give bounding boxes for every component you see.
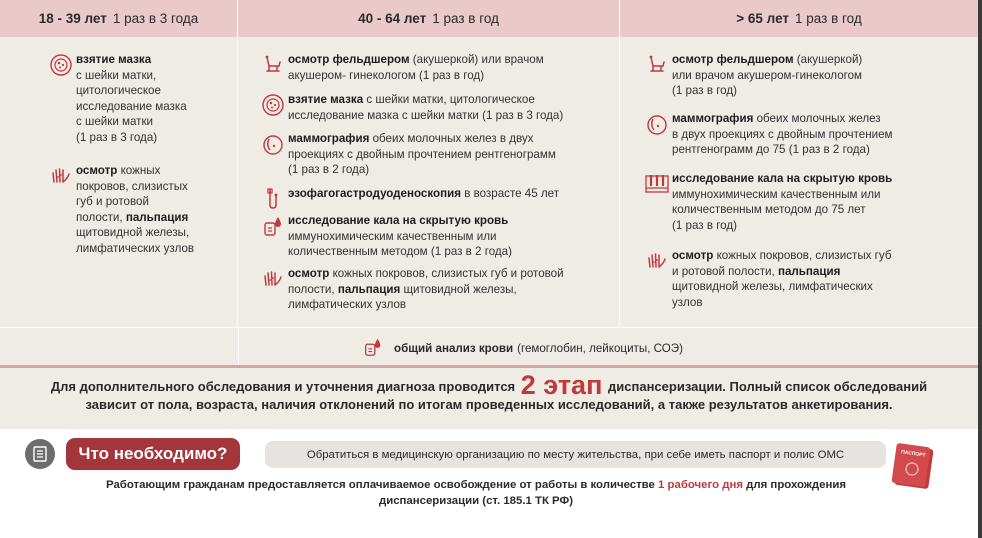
document-icon [25, 439, 55, 469]
frequency-label: 1 раз в год [432, 11, 499, 26]
item-text: кожных [117, 164, 161, 177]
work-highlight: 1 рабочего дня [658, 479, 743, 491]
age-header-row [0, 0, 978, 37]
item-text: (1 раз в 2 года) [288, 163, 370, 177]
item-title: взятие мазка [288, 93, 364, 106]
item-text: с шейки матки [76, 115, 154, 129]
header-age-18-39 [0, 0, 238, 37]
work-text: Работающим гражданам предоставляется оплачиваемое освобождение от работы в количестве [106, 479, 655, 491]
item-text: рентгенограмм до 75 (1 раз в 2 года) [672, 143, 870, 157]
item-title: взятие мазка [76, 53, 152, 66]
item-text: в возрасте 45 лет [460, 187, 560, 200]
requirements-section [0, 429, 978, 538]
hand-icon [258, 266, 288, 313]
item-text: с шейки матки, [76, 68, 157, 82]
column-18-39 [0, 37, 238, 327]
item-title: исследование кала на скрытую кровь [288, 214, 509, 227]
item-mammography [642, 111, 972, 158]
item-text: исследование мазка [76, 99, 187, 113]
item-text: кожных покровов, слизистых губ и ротовой [329, 267, 564, 280]
work-text: для прохождения [746, 479, 846, 491]
what-needed-badge: Что необходимо? [66, 438, 240, 470]
item-title: пальпация [125, 210, 189, 224]
hand-icon [46, 163, 76, 257]
item-text: губ и ротовой [76, 195, 149, 209]
blood-test-item [362, 336, 683, 361]
item-text: обеих молочных желез [753, 112, 881, 125]
item-text: иммунохимическим качественным или [288, 229, 497, 243]
item-skin-exam [46, 163, 236, 257]
item-text: узлов [672, 295, 703, 309]
item-text: проекциях с двойным прочтением рентгенограмм [288, 147, 556, 161]
column-40-64 [238, 37, 620, 327]
item-text: лимфатических узлов [76, 241, 195, 255]
item-text: иммунохимическим качественным или [672, 187, 881, 201]
item-text: исследование мазка с шейки матки (1 раз в 3 года) [288, 108, 564, 122]
item-text: и ротовой полости, [672, 264, 778, 278]
exam-chair-icon [258, 52, 288, 83]
stage2-text: Для дополнительного обследования и уточнения диагноза проводится [50, 379, 516, 394]
item-title: общий анализ крови [394, 342, 514, 355]
test-tubes-icon [642, 171, 672, 233]
item-text: (1 раз в 3 года) [76, 130, 158, 144]
item-stool-test [258, 213, 613, 260]
apply-instructions: Обратиться в медицинскую организацию по месту жительства, при себе иметь паспорт и полис ОМС [265, 441, 886, 468]
item-smear [258, 92, 613, 123]
item-title: эзофагогастродуоденоскопия [288, 187, 461, 200]
header-age-65-plus [620, 0, 978, 37]
item-egds [258, 186, 613, 211]
stage2-text: диспансеризации. Полный список обследований [608, 379, 928, 394]
item-text: (гемоглобин, лейкоциты, СОЭ) [517, 342, 683, 355]
item-gyn-exam [642, 52, 972, 99]
stage2-highlight: 2 этап [520, 370, 603, 400]
breast-icon [258, 131, 288, 178]
item-text: щитовидной железы, лимфатических [672, 280, 873, 294]
blood-test-row [0, 327, 978, 365]
item-mammography [258, 131, 613, 178]
age-range-label: > 65 лет [736, 11, 790, 26]
blood-row-empty-cell [0, 328, 239, 365]
item-text: (1 раз в год) [672, 218, 738, 232]
item-text: (акушеркой) или врачом [409, 53, 544, 66]
stage2-text-line2: зависит от пола, возраста, наличия отклонений по итогам проведенных исследований, а также результатов анкетирования. [85, 397, 893, 412]
item-title: осмотр фельдшером [672, 53, 794, 66]
item-text: количественным методом до 75 лет [672, 203, 866, 217]
breast-icon [642, 111, 672, 158]
item-stool-test [642, 171, 972, 233]
work-leave-notice [0, 477, 952, 509]
item-text: цитологическое [76, 84, 161, 98]
cell-icon [46, 52, 76, 146]
column-65-plus [620, 37, 978, 327]
item-title: пальпация [777, 264, 841, 278]
item-smear [46, 52, 236, 146]
item-skin-exam [642, 248, 972, 310]
item-text: в двух проекциях с двойным прочтением [672, 127, 893, 141]
item-title: осмотр фельдшером [288, 53, 410, 66]
item-title: осмотр [76, 164, 118, 177]
passport-label: ПАСПОРТ [900, 449, 926, 459]
item-text: (акушеркой) [793, 53, 863, 66]
item-text: покровов, слизистых [76, 179, 188, 193]
item-skin-exam [258, 266, 613, 313]
stage2-notice [0, 368, 978, 429]
item-text: с шейки матки, цитологическое [363, 93, 535, 106]
age-range-label: 18 - 39 лет [38, 11, 107, 26]
age-range-label: 40 - 64 лет [358, 11, 427, 26]
item-title: маммография [672, 112, 754, 125]
cell-icon [258, 92, 288, 123]
item-text: акушером- гинекологом (1 раз в год) [288, 68, 485, 82]
item-text: или врачом акушером-гинекологом [672, 68, 863, 82]
item-text: кожных покровов, слизистых губ [713, 249, 892, 262]
endoscope-icon [258, 186, 288, 211]
item-title: пальпация [337, 282, 401, 296]
item-text: щитовидной железы, [400, 282, 517, 296]
item-title: маммография [288, 132, 370, 145]
item-title: осмотр [672, 249, 714, 262]
item-text: количественным методом (1 раз в 2 года) [288, 245, 512, 259]
screening-columns [0, 37, 978, 327]
blood-tube-icon [362, 336, 384, 361]
item-text: полости, [76, 210, 126, 224]
item-text: щитовидной железы, [76, 226, 190, 240]
frequency-label: 1 раз в год [795, 11, 862, 26]
item-text: (1 раз в год) [672, 84, 738, 98]
header-age-40-64 [238, 0, 620, 37]
test-tube-drop-icon [258, 213, 288, 260]
item-title: осмотр [288, 267, 330, 280]
item-title: исследование кала на скрытую кровь [672, 172, 893, 185]
item-gyn-exam [258, 52, 613, 83]
item-text: полости, [288, 282, 338, 296]
frequency-label: 1 раз в 3 года [112, 11, 199, 26]
exam-chair-icon [642, 52, 672, 99]
work-text-line2: диспансеризации (ст. 185.1 ТК РФ) [378, 495, 574, 507]
item-text: обеих молочных желез в двух [369, 132, 534, 145]
item-text: лимфатических узлов [288, 298, 407, 312]
hand-icon [642, 248, 672, 310]
right-edge-border [978, 0, 982, 538]
